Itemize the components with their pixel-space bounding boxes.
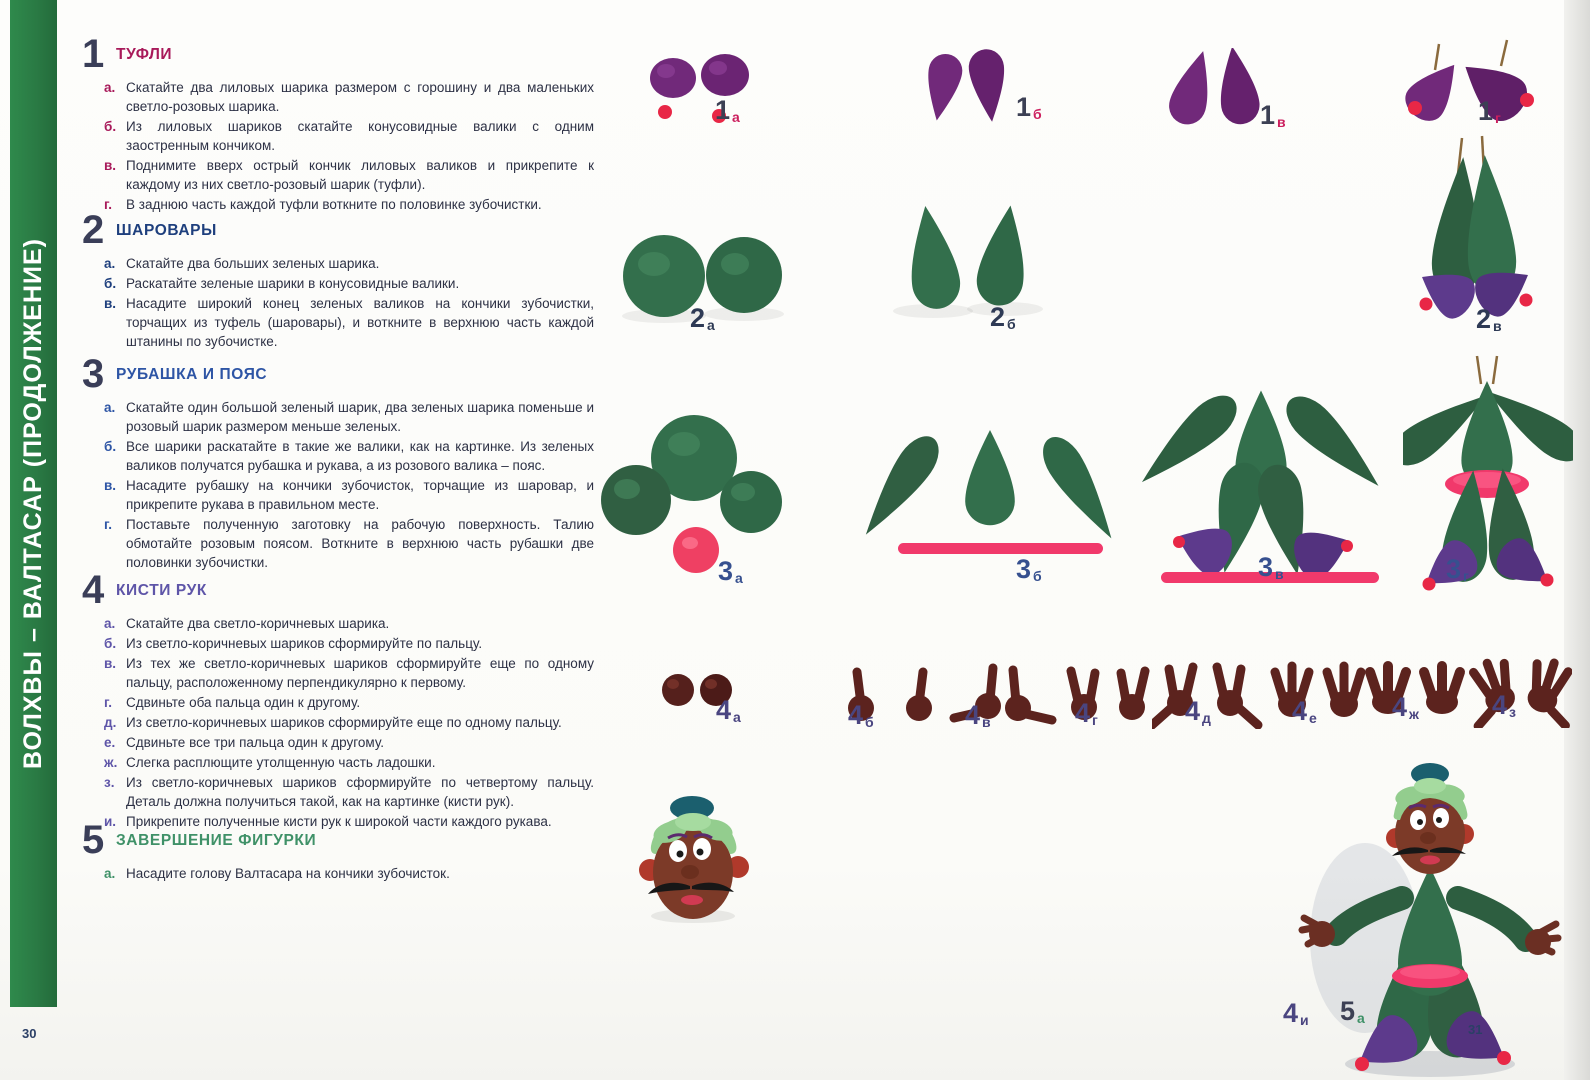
step-letter: в.	[104, 656, 117, 671]
figure-letter: в	[982, 714, 991, 730]
figure-letter: и	[1300, 1012, 1309, 1028]
step-letter: б.	[104, 439, 117, 454]
figure-label-3a	[718, 556, 743, 587]
instruction-step	[82, 398, 594, 436]
section-trousers	[82, 208, 594, 352]
figure-number: 1	[1260, 100, 1276, 130]
figure-label-4i	[1283, 998, 1309, 1029]
step-letter: г.	[104, 517, 113, 532]
figure-number: 3	[1446, 554, 1462, 584]
step-letter: з.	[104, 775, 115, 790]
figure-number: 4	[1185, 696, 1201, 726]
photo-2v-legs	[1396, 132, 1546, 327]
section-number: 3	[82, 352, 105, 396]
figure-label-2v	[1476, 304, 1502, 335]
figure-number: 2	[990, 302, 1006, 332]
figure-number: 1	[715, 95, 731, 125]
section-title: КИСТИ РУК	[116, 582, 207, 599]
figure-label-3v	[1258, 552, 1284, 583]
page-number-left: 30	[22, 1026, 37, 1041]
section-number: 5	[82, 818, 105, 862]
instruction-step	[82, 773, 594, 811]
section-shirt-belt	[82, 352, 594, 573]
figure-letter: в	[1277, 114, 1286, 130]
step-letter: г.	[104, 695, 113, 710]
photo-4z-hands	[1460, 636, 1572, 728]
instruction-step	[82, 437, 594, 475]
page-number-right: 31	[1468, 1022, 1483, 1037]
step-text: Насадите рубашку на кончики зубочисток, торчащие из шаровар, и прикрепите рукава в правильном месте.	[126, 478, 594, 512]
figure-letter: б	[1033, 106, 1042, 122]
step-letter: ж.	[104, 755, 118, 770]
step-text: Скатайте два больших зеленых шарика.	[126, 256, 380, 271]
step-text: Все шарики раскатайте в такие же валики, как на картинке. Из зеленых валиков получатся рубашка и рукава, а из розового валика – пояс.	[126, 439, 594, 473]
instruction-step	[82, 634, 594, 653]
section-title: ШАРОВАРЫ	[116, 222, 217, 239]
figure-number: 4	[1492, 690, 1508, 720]
figure-number: 4	[848, 700, 864, 730]
figure-label-4zh	[1392, 692, 1419, 723]
figure-number: 4	[1075, 698, 1091, 728]
figure-number: 3	[1016, 554, 1032, 584]
figure-number: 4	[716, 695, 732, 725]
instruction-step	[82, 476, 594, 514]
figure-letter: ж	[1409, 706, 1419, 722]
figure-number: 1	[1478, 96, 1494, 126]
instruction-step	[82, 753, 594, 772]
figure-label-3g	[1446, 554, 1469, 585]
figure-number: 4	[1292, 696, 1308, 726]
figure-number: 3	[1258, 552, 1274, 582]
photo-2b-cones	[883, 203, 1048, 323]
step-letter: и.	[104, 814, 117, 829]
section-steps	[82, 78, 594, 214]
step-text: Поднимите вверх острый кончик лиловых валиков и прикрепите к каждому из них светло-розовый шарик (туфли).	[126, 158, 594, 192]
figure-number: 2	[1476, 304, 1492, 334]
section-steps	[82, 864, 594, 883]
photo-3a-balls	[596, 410, 786, 578]
step-letter: а.	[104, 616, 116, 631]
instruction-step	[82, 693, 594, 712]
figure-letter: а	[735, 570, 743, 586]
step-letter: г.	[104, 197, 113, 212]
step-letter: а.	[104, 400, 116, 415]
figure-label-1v	[1260, 100, 1286, 131]
figure-number: 4	[965, 700, 981, 730]
figure-label-4e	[1292, 696, 1317, 727]
section-steps	[82, 398, 594, 572]
step-text: Скатайте один большой зеленый шарик, два зеленых шарика поменьше и розовый шарик размером меньше зеленых.	[126, 400, 594, 434]
photo-4v-hands	[940, 648, 1060, 728]
figure-letter: е	[1309, 710, 1317, 726]
figure-letter: а	[707, 317, 715, 333]
instruction-step	[82, 78, 594, 116]
chapter-sidebar	[10, 0, 57, 1007]
step-letter: в.	[104, 478, 117, 493]
step-text: Из светло-коричневых шариков сформируйте по пальцу.	[126, 636, 483, 651]
instruction-step	[82, 515, 594, 572]
figure-letter: б	[1033, 568, 1042, 584]
figure-number: 5	[1340, 996, 1356, 1026]
step-letter: в.	[104, 158, 117, 173]
figure-number: 4	[1392, 692, 1408, 722]
photo-4g-hands	[1056, 645, 1156, 727]
figure-letter: а	[732, 109, 740, 125]
instruction-step	[82, 713, 594, 732]
figure-letter: б	[865, 714, 874, 730]
step-letter: а.	[104, 866, 116, 881]
figure-letter: г	[1463, 568, 1469, 584]
figure-label-1b	[1016, 92, 1042, 123]
section-title: РУБАШКА И ПОЯС	[116, 366, 268, 383]
step-text: Из тех же светло-коричневых шариков сформируйте еще по одному пальцу, расположенному перпендикулярно к первому.	[126, 656, 594, 690]
section-title: ЗАВЕРШЕНИЕ ФИГУРКИ	[116, 832, 317, 849]
instruction-step	[82, 614, 594, 633]
figure-letter: в	[1275, 566, 1284, 582]
section-steps	[82, 614, 594, 831]
figure-letter: г	[1495, 110, 1501, 126]
figure-letter: в	[1493, 318, 1502, 334]
figure-number: 4	[1283, 998, 1299, 1028]
step-text: Из светло-коричневых шариков сформируйте по четвертому пальцу. Деталь должна получиться такой, как на картинке (кисти рук).	[126, 775, 594, 809]
figure-letter: з	[1509, 704, 1516, 720]
instruction-step	[82, 156, 594, 194]
figure-label-4b	[848, 700, 874, 731]
figure-label-1g	[1478, 96, 1501, 127]
figure-label-4a	[716, 695, 741, 726]
section-shoes	[82, 32, 594, 215]
figure-letter: д	[1202, 710, 1211, 726]
step-letter: б.	[104, 636, 117, 651]
step-letter: а.	[104, 80, 116, 95]
step-text: Насадите широкий конец зеленых валиков на кончики зубочистки, торчащих из туфель (шаровары), и воткните в верхнюю часть каждой штанины по зубочистке.	[126, 296, 594, 349]
step-text: Сдвиньте оба пальца один к другому.	[126, 695, 361, 710]
photo-1a-balls	[635, 48, 780, 128]
section-hands	[82, 568, 594, 832]
figure-number: 1	[1016, 92, 1032, 122]
step-text: Насадите голову Валтасара на кончики зубочисток.	[126, 866, 450, 881]
figure-letter: б	[1007, 316, 1016, 332]
step-text: Скатайте два лиловых шарика размером с горошину и два маленьких светло-розовых шарика.	[126, 80, 594, 114]
step-letter: б.	[104, 276, 117, 291]
figure-label-4z	[1492, 690, 1516, 721]
step-letter: д.	[104, 715, 117, 730]
instruction-step	[82, 733, 594, 752]
figure-label-4d	[1185, 696, 1211, 727]
instruction-step	[82, 294, 594, 351]
figure-number: 3	[718, 556, 734, 586]
photo-head-balthazar	[626, 788, 761, 926]
figure-label-2a	[690, 303, 715, 334]
chapter-title: ВОЛХВЫ – ВАЛТАСАР (ПРОДОЛЖЕНИЕ)	[19, 238, 47, 769]
section-number: 4	[82, 568, 105, 612]
step-text: Из светло-коричневых шариков сформируйте еще по одному пальцу.	[126, 715, 562, 730]
step-text: Скатайте два светло-коричневых шарика.	[126, 616, 390, 631]
photo-final-figure	[1280, 748, 1580, 1080]
step-letter: е.	[104, 735, 116, 750]
photo-3g-body	[1403, 352, 1573, 592]
figure-letter: г	[1092, 712, 1098, 728]
step-letter: б.	[104, 119, 117, 134]
figure-label-3b	[1016, 554, 1042, 585]
step-text: Сдвиньте все три пальца один к другому.	[126, 735, 384, 750]
instruction-step	[82, 254, 594, 273]
section-title: ТУФЛИ	[116, 46, 173, 63]
step-text: Из лиловых шариков скатайте конусовидные валики с одним заостренным кончиком.	[126, 119, 594, 153]
step-letter: в.	[104, 296, 117, 311]
instruction-step	[82, 274, 594, 293]
instruction-step	[82, 654, 594, 692]
figure-label-1a	[715, 95, 740, 126]
section-number: 2	[82, 208, 105, 252]
step-text: В заднюю часть каждой туфли воткните по половинке зубочистки.	[126, 197, 542, 212]
section-number: 1	[82, 32, 105, 76]
step-letter: а.	[104, 256, 116, 271]
figure-label-4g	[1075, 698, 1098, 729]
figure-letter: а	[1357, 1010, 1365, 1026]
photo-3b-shirt-parts	[860, 413, 1120, 568]
figure-label-4v	[965, 700, 991, 731]
figure-label-2b	[990, 302, 1016, 333]
figure-number: 2	[690, 303, 706, 333]
section-steps	[82, 254, 594, 351]
photo-1g-shoes-toothpicks	[1393, 36, 1543, 126]
figure-label-5a	[1340, 996, 1365, 1027]
step-text: Поставьте полученную заготовку на рабочую поверхность. Талию обмотайте розовым поясом. Воткните в верхнюю часть рубашки две половинки зубочистки.	[126, 517, 594, 570]
figure-letter: а	[733, 709, 741, 725]
instruction-step	[82, 117, 594, 155]
step-text: Раскатайте зеленые шарики в конусовидные валики.	[126, 276, 460, 291]
step-text: Прикрепите полученные кисти рук к широкой части каждого рукава.	[126, 814, 552, 829]
step-text: Слегка расплющите утолщенную часть ладошки.	[126, 755, 436, 770]
instruction-step	[82, 864, 594, 883]
